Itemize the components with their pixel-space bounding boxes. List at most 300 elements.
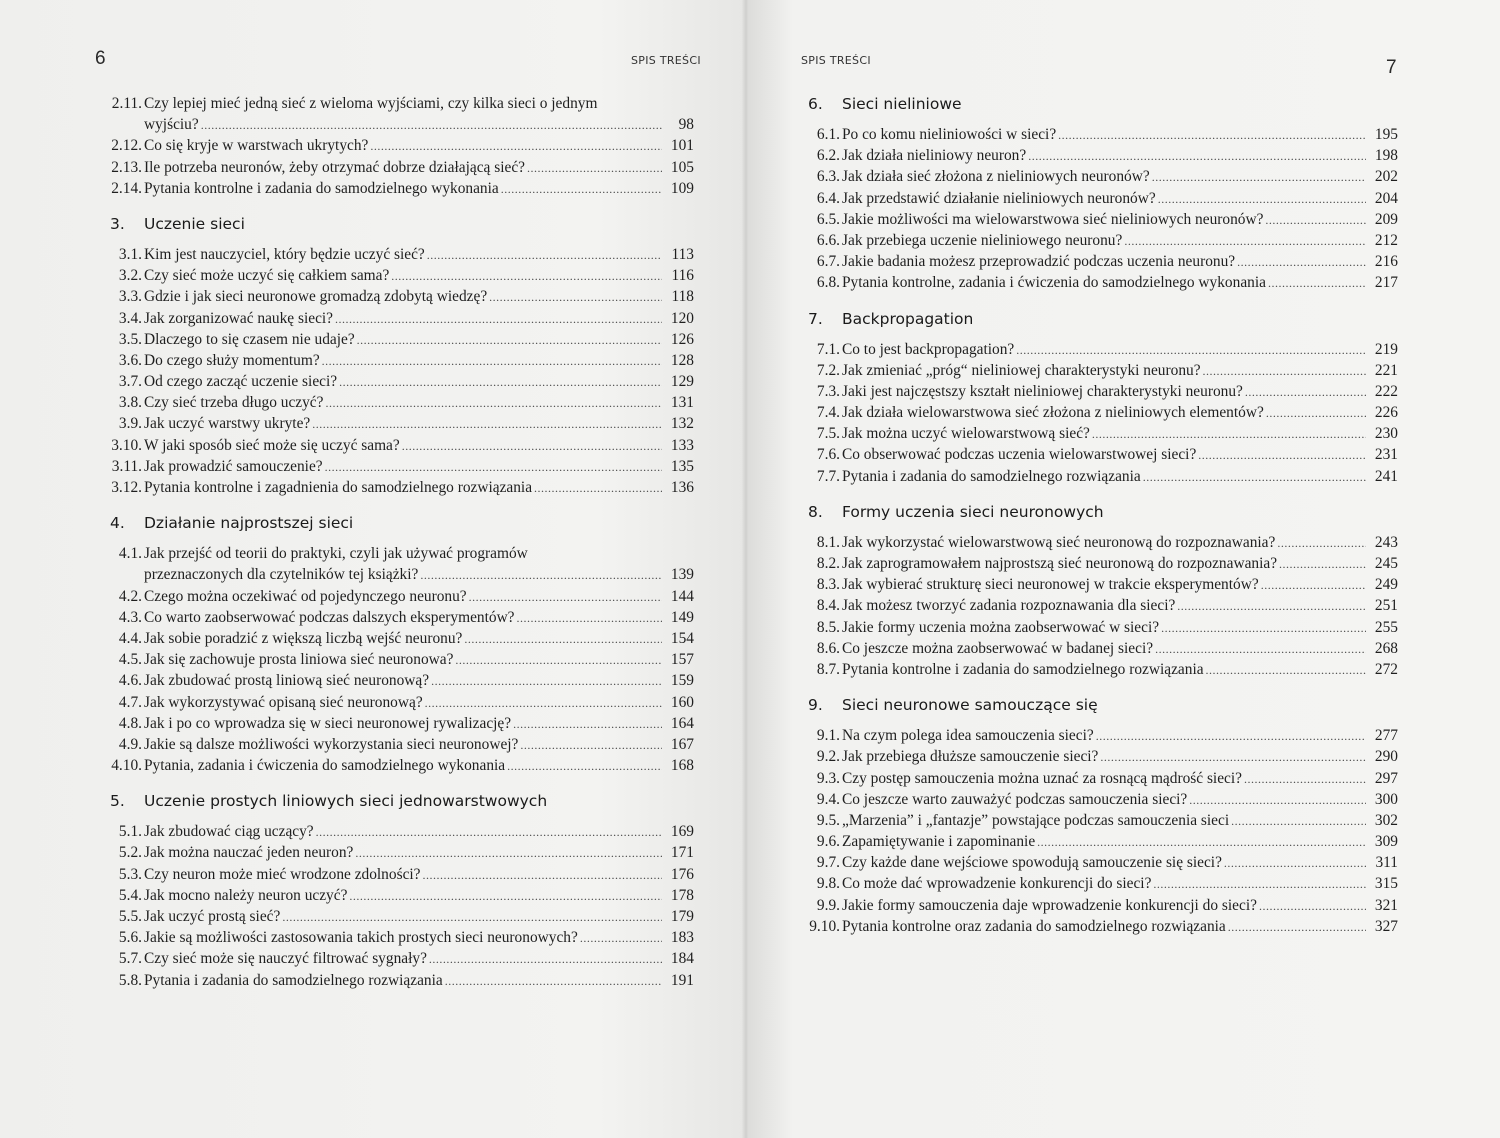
toc-entry (798, 532, 1398, 553)
entry-page-number: 120 (670, 309, 694, 327)
entry-title: Jak zaprogramowałem najprostszą sieć neuronową do rozpoznawania? (842, 555, 1278, 572)
entry-title: Jak wykorzystywać opisaną sieć neuronową? (144, 693, 423, 711)
dot-leader (1265, 209, 1366, 231)
dot-leader (427, 244, 662, 266)
dot-leader (520, 734, 662, 756)
dot-leader (1037, 831, 1366, 853)
entry-title: Jakie formy samouczenia daje wprowadzenie konkurencji do sieci? (842, 896, 1257, 914)
entry-number: 6.8. (816, 274, 840, 292)
entry-title-row (144, 329, 694, 351)
entry-number: 4.7. (118, 693, 142, 711)
entry-title-row (144, 413, 694, 435)
entry-number: 5.5. (118, 908, 142, 926)
entry-title: przeznaczonych dla czytelników tej książki? (144, 566, 419, 584)
toc-entry (798, 360, 1398, 381)
entry-title-row (144, 927, 694, 949)
entry-page-number: 302 (1374, 811, 1398, 829)
entry-title-row (842, 852, 1398, 874)
entry-page-number: 311 (1375, 854, 1398, 872)
entry-number: 8.2. (816, 555, 840, 572)
dot-leader (1124, 230, 1366, 252)
chapter-title: Uczenie prostych liniowych sieci jednowarstwowych (144, 792, 548, 811)
entry-title: Jak można nauczać jeden neuron? (144, 844, 354, 862)
entry-page-number: 230 (1374, 425, 1398, 443)
toc-entry (100, 371, 694, 392)
entry-title-row (144, 135, 694, 157)
entry-title: Pytania i zadania do samodzielnego rozwiązania (842, 467, 1141, 485)
entry-title: Jak zbudować prostą liniową sieć neuronową? (144, 672, 430, 690)
entry-title: Jaki jest najczęstszy kształt nieliniowej charakterystyki neuronu? (842, 382, 1243, 400)
entry-title-row (842, 251, 1398, 273)
toc-entry (100, 927, 694, 948)
entry-number: 5.3. (118, 865, 142, 883)
dot-leader (335, 308, 662, 330)
entry-title: Jak się zachowuje prosta liniowa sieć neuronowa? (144, 651, 454, 669)
entry-number: 9.1. (816, 727, 840, 745)
toc-entry (100, 477, 694, 498)
entry-title-row (144, 821, 694, 843)
entry-number: 9.3. (816, 769, 840, 787)
entry-number: 3.1. (118, 245, 142, 263)
entry-number: 4.4. (118, 629, 142, 647)
entry-page-number: 129 (670, 373, 694, 391)
entry-page-number: 133 (670, 436, 694, 454)
toc-entry (798, 466, 1398, 487)
entry-title: Co obserwować podczas uczenia wielowarstwowej sieci? (842, 446, 1197, 464)
entry-title: Na czym polega idea samouczenia sieci? (842, 727, 1094, 745)
entry-title: wyjściu? (144, 116, 199, 134)
entry-number: 4.6. (118, 672, 142, 690)
entry-title: Jak uczyć prostą sieć? (144, 908, 281, 926)
toc-entry (100, 649, 694, 670)
chapter-number: 6. (808, 95, 823, 113)
toc-entry (100, 970, 694, 991)
entry-title-row (144, 564, 694, 586)
entry-page-number: 249 (1374, 576, 1398, 594)
entry-page-number: 226 (1374, 404, 1398, 422)
dot-leader (1096, 725, 1366, 747)
toc-entry (798, 166, 1398, 187)
entry-title: Jak można uczyć wielowarstwową sieć? (842, 425, 1090, 443)
toc-entry (798, 209, 1398, 230)
entry-title: Pytania kontrolne i zadania do samodzielnego wykonania (144, 179, 499, 197)
entry-title-row (144, 286, 694, 308)
dot-leader (1279, 553, 1366, 575)
toc-entry (100, 286, 694, 307)
entry-title: Jak działa nieliniowy neuron? (842, 147, 1027, 165)
entry-title: Pytania kontrolne i zadania do samodzielnego rozwiązania (842, 660, 1204, 678)
left-page (0, 0, 748, 1138)
entry-title: Jak i po co wprowadza się w sieci neuronowej rywalizację? (144, 714, 512, 732)
dot-leader (1058, 124, 1366, 146)
toc-entry (100, 350, 694, 371)
entry-title-row (144, 628, 694, 650)
entry-number: 4.3. (118, 608, 142, 626)
entry-page-number: 216 (1374, 253, 1398, 271)
chapter-number: 5. (110, 792, 125, 811)
entry-page-number: 272 (1374, 660, 1398, 678)
entry-number: 8.1. (816, 533, 840, 551)
dot-leader (517, 607, 662, 629)
running-head: SPIS TREŚCI (631, 54, 701, 67)
dot-leader (1155, 638, 1366, 660)
entry-number: 8.7. (816, 660, 840, 678)
toc-entry (100, 692, 694, 713)
toc-entry (100, 586, 694, 607)
entry-page-number: 105 (670, 158, 694, 176)
entry-title-row (144, 755, 694, 777)
dot-leader (513, 713, 662, 735)
entry-title: Jak przebiega dłuższe samouczenie sieci? (842, 748, 1099, 766)
entry-title: Jak sobie poradzić z większą liczbą wejść neuronu? (144, 629, 463, 647)
entry-title-row (144, 157, 694, 179)
dot-leader (464, 628, 662, 650)
dot-leader (489, 286, 662, 308)
toc-entry (798, 188, 1398, 209)
entry-title: Jak wykorzystać wielowarstwową sieć neuronową do rozpoznawania? (842, 533, 1276, 551)
entry-title: Gdzie i jak sieci neuronowe gromadzą zdobytą wiedzę? (144, 288, 488, 306)
entry-number: 6.5. (816, 210, 840, 228)
toc-entry (798, 595, 1398, 616)
entry-page-number: 164 (670, 714, 694, 732)
entry-number: 4.5. (118, 651, 142, 669)
toc-entry (100, 178, 694, 199)
entry-title: Ile potrzeba neuronów, żeby otrzymać dobrze działającą sieć? (144, 158, 525, 176)
entry-title-row (144, 970, 694, 992)
toc-entry (100, 755, 694, 776)
entry-title: Pytania, zadania i ćwiczenia do samodzielnego wykonania (144, 757, 506, 775)
entry-title-row (842, 768, 1398, 790)
entry-title-row (842, 725, 1398, 747)
entry-number: 2.12. (111, 137, 142, 155)
entry-title-row (842, 595, 1398, 617)
entry-title-row (842, 895, 1398, 917)
entry-number: 5.8. (118, 971, 142, 989)
entry-number: 3.2. (118, 267, 142, 285)
entry-number: 4.8. (118, 714, 142, 732)
dot-leader (355, 842, 662, 864)
entry-title-row (144, 864, 694, 886)
dot-leader (1092, 423, 1366, 445)
chapter-number: 8. (808, 502, 823, 521)
entry-number: 8.4. (816, 597, 840, 615)
entry-number: 9.9. (816, 896, 840, 914)
dot-leader (201, 114, 662, 136)
dot-leader (1277, 532, 1366, 554)
entry-number: 6.2. (816, 147, 840, 165)
entry-page-number: 195 (1374, 126, 1398, 143)
toc-entry (798, 124, 1398, 145)
toc-entry (798, 659, 1398, 680)
entry-title-row (842, 230, 1398, 252)
entry-number: 6.4. (816, 189, 840, 207)
chapter-title: Sieci neuronowe samouczące się (842, 696, 1098, 715)
dot-leader (1100, 746, 1366, 768)
entry-page-number: 139 (670, 566, 694, 584)
dot-leader (1245, 381, 1366, 403)
entry-number: 3.5. (118, 330, 142, 348)
entry-title: Kim jest nauczyciel, który będzie uczyć sieć? (144, 245, 425, 263)
dot-leader (423, 864, 662, 886)
entry-title: Co to jest backpropagation? (842, 340, 1015, 358)
entry-number: 3.8. (118, 394, 142, 412)
toc-entry (100, 413, 694, 434)
entry-title-row (144, 842, 694, 864)
page-number: 7 (1386, 57, 1397, 78)
toc-entry (100, 821, 694, 842)
entry-number: 4.2. (118, 587, 142, 605)
entry-title: Co może dać wprowadzenie konkurencji do sieci? (842, 875, 1152, 893)
toc-entry (798, 402, 1398, 423)
dot-leader (312, 413, 662, 435)
entry-number: 9.8. (816, 875, 840, 893)
entry-page-number: 171 (670, 844, 694, 862)
dot-leader (534, 477, 662, 499)
entry-title: „Marzenia” i „fantazje” powstające podczas samouczenia sieci (842, 811, 1230, 829)
dot-leader (370, 135, 662, 157)
entry-title: Czy sieć może się nauczyć filtrować sygnały? (144, 950, 427, 968)
entry-number: 3.12. (111, 479, 142, 497)
entry-number: 4.10. (111, 757, 142, 775)
entry-title-row (842, 423, 1398, 445)
entry-number: 9.10. (809, 917, 840, 935)
table-of-contents-right (798, 93, 1398, 937)
entry-page-number: 160 (670, 693, 694, 711)
chapter-title: Formy uczenia sieci neuronowych (842, 502, 1104, 521)
entry-title-row (842, 916, 1398, 938)
dot-leader (391, 265, 662, 287)
entry-page-number: 136 (670, 479, 694, 497)
entry-title: Co jeszcze warto zauważyć podczas samouczenia sieci? (842, 790, 1188, 808)
toc-entry (798, 444, 1398, 465)
entry-title-line: Czy lepiej mieć jedną sieć z wieloma wyjściami, czy kilka sieci o jednym (144, 95, 598, 112)
entry-number: 8.5. (816, 618, 840, 636)
dot-leader (1268, 272, 1366, 294)
dot-leader (1203, 360, 1366, 382)
entry-page-number: 321 (1374, 896, 1398, 914)
entry-title-row (842, 617, 1398, 639)
entry-title-row (144, 178, 694, 200)
entry-title: Od czego zacząć uczenie sieci? (144, 373, 338, 391)
entry-page-number: 159 (670, 672, 694, 690)
entry-number: 3.7. (118, 373, 142, 391)
dot-leader (1161, 617, 1366, 639)
dot-leader (445, 970, 662, 992)
toc-entry (100, 435, 694, 456)
toc-entry (798, 553, 1398, 574)
entry-title: Jak przebiega uczenie nieliniowego neuronu? (842, 231, 1123, 249)
entry-number: 9.7. (816, 854, 840, 872)
entry-number: 4.9. (118, 735, 142, 753)
entry-page-number: 212 (1374, 231, 1398, 249)
toc-entry (100, 864, 694, 885)
entry-page-number: 222 (1374, 382, 1398, 400)
entry-page-number: 204 (1374, 189, 1398, 207)
dot-leader (402, 435, 662, 457)
toc-entry (100, 885, 694, 906)
dot-leader (1152, 166, 1366, 188)
entry-title: Jak prowadzić samouczenie? (144, 457, 323, 475)
entry-page-number: 245 (1374, 555, 1398, 572)
toc-entry (100, 265, 694, 286)
entry-title-row (144, 713, 694, 735)
entry-page-number: 176 (670, 865, 694, 883)
entry-page-number: 191 (670, 971, 694, 989)
entry-title-row (842, 360, 1398, 382)
dot-leader (501, 178, 662, 200)
entry-page-number: 109 (670, 179, 694, 197)
entry-number: 8.6. (816, 639, 840, 657)
toc-entry (798, 810, 1398, 831)
entry-number: 6.7. (816, 253, 840, 271)
entry-page-number: 179 (670, 908, 694, 926)
entry-title-row (144, 906, 694, 928)
dot-leader (325, 392, 662, 414)
toc-entry (798, 381, 1398, 402)
toc-entry (798, 638, 1398, 659)
entry-title: Czy neuron może mieć wrodzone zdolności? (144, 865, 421, 883)
entry-page-number: 315 (1374, 875, 1398, 893)
dot-leader (282, 906, 662, 928)
entry-page-number: 221 (1374, 361, 1398, 379)
entry-title: Jakie badania możesz przeprowadzić podczas uczenia neuronu? (842, 253, 1236, 271)
entry-title: Po co komu nieliniowości w sieci? (842, 126, 1057, 143)
chapter-title: Uczenie sieci (144, 214, 245, 233)
entry-number: 5.7. (118, 950, 142, 968)
entry-title: Czy sieć trzeba długo uczyć? (144, 394, 324, 412)
dot-leader (1244, 768, 1366, 790)
entry-title: Czego można oczekiwać od pojedynczego neuronu? (144, 587, 467, 605)
entry-title: Jak zorganizować naukę sieci? (144, 309, 334, 327)
entry-title-row (144, 670, 694, 692)
entry-title-row (144, 308, 694, 330)
chapter-heading (798, 694, 1398, 716)
entry-title: Jak wybierać strukturę sieci neuronowej w trakcie eksperymentów? (842, 576, 1259, 594)
entry-title-row (144, 114, 694, 136)
entry-title-row (144, 885, 694, 907)
entry-page-number: 116 (671, 267, 694, 285)
entry-title-row (144, 948, 694, 970)
entry-page-number: 202 (1374, 168, 1398, 186)
entry-number: 5.4. (118, 886, 142, 904)
entry-title-row (842, 789, 1398, 811)
dot-leader (1198, 444, 1366, 466)
entry-number: 2.14. (111, 179, 142, 197)
entry-title-row (144, 244, 694, 266)
page-number: 6 (95, 48, 106, 69)
entry-title-row (144, 371, 694, 393)
entry-title-row (144, 265, 694, 287)
chapter-number: 4. (110, 514, 125, 533)
entry-page-number: 219 (1374, 340, 1398, 358)
entry-number: 5.6. (118, 929, 142, 947)
dot-leader (1153, 873, 1366, 895)
dot-leader (316, 821, 662, 843)
toc-entry (100, 135, 694, 156)
entry-title-row (842, 831, 1398, 853)
entry-title-row (144, 607, 694, 629)
entry-title: Zapamiętywanie i zapominanie (842, 833, 1036, 851)
toc-entry (100, 308, 694, 329)
toc-entry (100, 244, 694, 265)
entry-title: Jak zmieniać „próg“ nieliniowej charakterystyki neuronu? (842, 361, 1201, 379)
entry-page-number: 309 (1374, 833, 1398, 851)
entry-page-number: 198 (1374, 147, 1398, 165)
entry-title-row (842, 873, 1398, 895)
entry-title: Jakie są możliwości zastosowania takich prostych sieci neuronowych? (144, 929, 578, 947)
entry-title-row (842, 532, 1398, 554)
dot-leader (1237, 251, 1366, 273)
entry-title-line: Jak przejść od teorii do praktyki, czyli jak używać programów (144, 545, 528, 563)
entry-title-row (144, 649, 694, 671)
entry-title: Co warto zaobserwować podczas dalszych eksperymentów? (144, 608, 515, 626)
entry-number: 6.1. (816, 126, 840, 143)
dot-leader (580, 927, 662, 949)
toc-entry (798, 789, 1398, 810)
toc-entry (100, 842, 694, 863)
entry-number: 7.2. (816, 361, 840, 379)
entry-title: Jak mocno należy neuron uczyć? (144, 886, 348, 904)
chapter-heading (100, 213, 694, 235)
running-head: SPIS TREŚCI (801, 54, 871, 67)
entry-title-row (842, 272, 1398, 294)
dot-leader (527, 157, 662, 179)
chapter-title: Działanie najprostszej sieci (144, 514, 354, 533)
entry-page-number: 157 (670, 651, 694, 669)
chapter-heading (798, 501, 1398, 523)
entry-title: W jaki sposób sieć może się uczyć sama? (144, 436, 400, 454)
entry-title-row (842, 209, 1398, 231)
entry-number: 5.1. (118, 823, 142, 841)
entry-page-number: 144 (670, 587, 694, 605)
entry-page-number: 132 (670, 415, 694, 433)
entry-title: Jak uczyć warstwy ukryte? (144, 415, 311, 433)
dot-leader (420, 564, 662, 586)
entry-page-number: 101 (670, 137, 694, 155)
entry-number: 9.4. (816, 790, 840, 808)
entry-title: Pytania kontrolne oraz zadania do samodzielnego rozwiązania (842, 917, 1226, 935)
toc-entry (798, 617, 1398, 638)
entry-page-number: 118 (671, 288, 694, 306)
entry-page-number: 184 (670, 950, 694, 968)
entry-title-row (842, 188, 1398, 210)
toc-entry (798, 916, 1398, 937)
entry-page-number: 131 (670, 394, 694, 412)
entry-page-number: 154 (670, 629, 694, 647)
dot-leader (1261, 574, 1366, 596)
entry-title-row (144, 456, 694, 478)
chapter-heading (798, 93, 1398, 115)
entry-page-number: 98 (678, 116, 694, 134)
toc-entry (798, 873, 1398, 894)
entry-number: 3.3. (118, 288, 142, 306)
entry-title-row (842, 444, 1398, 466)
entry-page-number: 149 (670, 608, 694, 626)
toc-entry (100, 734, 694, 755)
entry-title-row (144, 477, 694, 499)
entry-number: 8.3. (816, 576, 840, 594)
entry-title-row (144, 692, 694, 714)
dot-leader (1259, 895, 1366, 917)
toc-entry (798, 251, 1398, 272)
chapter-heading (100, 790, 694, 812)
toc-entry (798, 272, 1398, 293)
dot-leader (322, 350, 662, 372)
dot-leader (1016, 339, 1366, 361)
chapter-heading (100, 512, 694, 534)
toc-entry (798, 423, 1398, 444)
entry-page-number: 135 (670, 457, 694, 475)
